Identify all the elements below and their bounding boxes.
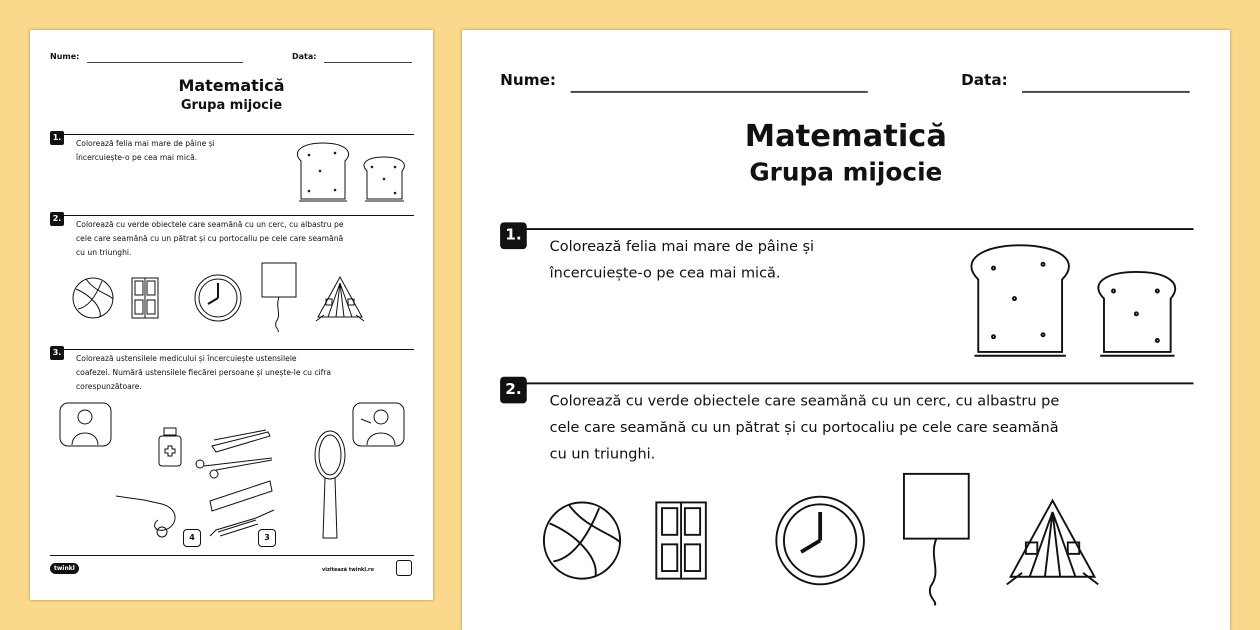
badge-icon: [396, 560, 412, 576]
date-label: Data:: [292, 52, 317, 61]
worksheet: [30, 30, 433, 600]
text-line: încercuiește-o pe cea mai mică.: [76, 153, 198, 162]
worksheet-preview: [462, 30, 1230, 630]
section-1-text: [550, 234, 814, 287]
divider: [63, 134, 414, 135]
footer-divider: [50, 555, 414, 556]
kite-icon: [260, 262, 296, 332]
large-bread-icon: [295, 143, 351, 205]
worksheet-thumbnail[interactable]: [30, 30, 433, 600]
scissors-icon: [192, 458, 274, 480]
tent-icon: [316, 277, 364, 321]
divider: [525, 382, 1194, 384]
section-1-badge: 1.: [50, 131, 64, 145]
twinkl-logo: twinkl: [50, 563, 79, 574]
medicine-bottle-icon: [158, 428, 184, 468]
section-3-badge: 3.: [50, 346, 64, 360]
hair-straightener-icon: [210, 430, 272, 452]
text-line: cele care seamănă cu un pătrat și cu portocaliu pe cele care seamănă: [76, 234, 344, 243]
page-subtitle: Grupa mijocie: [180, 98, 283, 113]
date-label: Data:: [961, 71, 1008, 90]
text-line: cu un triunghi.: [549, 445, 656, 463]
large-bread-icon: [967, 245, 1074, 363]
small-bread-icon: [1094, 272, 1182, 360]
section-2-text: [76, 218, 344, 260]
section-1-text: [76, 137, 215, 165]
page-title: Matematică: [178, 76, 285, 95]
page-title: Matematică: [744, 117, 947, 154]
name-label: Nume:: [50, 52, 80, 61]
hairdresser-icon: [353, 403, 405, 447]
tent-icon: [1007, 501, 1098, 585]
stethoscope-icon: [114, 490, 186, 538]
section-1-badge: 1.: [500, 222, 527, 249]
name-label: Nume:: [500, 71, 557, 90]
divider: [525, 228, 1194, 230]
text-line: Colorează felia mai mare de pâine și: [76, 139, 215, 148]
ball-icon: [542, 501, 622, 581]
count-box: 3: [258, 529, 276, 547]
door-icon: [656, 502, 706, 578]
section-2-badge: 2.: [500, 377, 527, 404]
name-line: [87, 62, 243, 63]
name-line: [571, 91, 868, 93]
divider: [63, 215, 414, 216]
worksheet: [462, 30, 1230, 617]
text-line: cele care seamănă cu un pătrat și cu portocaliu pe cele care seamănă: [549, 418, 1059, 436]
text-line: Colorează felia mai mare de pâine și: [549, 237, 815, 255]
text-line: corespunzătoare.: [76, 382, 142, 391]
text-line: coafezei. Numără ustensilele fiecărei persoane și unește-le cu cifra: [76, 368, 332, 377]
clock-icon: [194, 275, 242, 321]
ball-icon: [72, 277, 114, 319]
footer-link[interactable]: vizitează twinkl.ro: [322, 567, 374, 573]
divider: [63, 349, 414, 350]
section-2-badge: 2.: [50, 212, 64, 226]
date-line: [324, 62, 412, 63]
page-subtitle: Grupa mijocie: [749, 159, 943, 189]
text-line: cu un triunghi.: [76, 248, 132, 257]
text-line: Colorează cu verde obiectele care seamănă cu un cerc, cu albastru pe: [76, 220, 344, 229]
section-2-text: [550, 388, 1060, 468]
hair-brush-icon: [313, 430, 347, 542]
section-3-text: [76, 352, 331, 394]
door-icon: [132, 278, 158, 318]
count-box: 4: [183, 529, 201, 547]
clock-icon: [774, 497, 865, 585]
date-line: [1022, 91, 1190, 93]
doctor-icon: [60, 403, 112, 447]
kite-icon: [900, 472, 969, 605]
small-bread-icon: [362, 157, 408, 203]
text-line: Colorează cu verde obiectele care seamănă cu un cerc, cu albastru pe: [549, 391, 1060, 410]
text-line: încercuiește-o pe cea mai mică.: [549, 264, 781, 282]
text-line: Colorează ustensilele medicului și încercuiește ustensilele: [76, 354, 297, 363]
